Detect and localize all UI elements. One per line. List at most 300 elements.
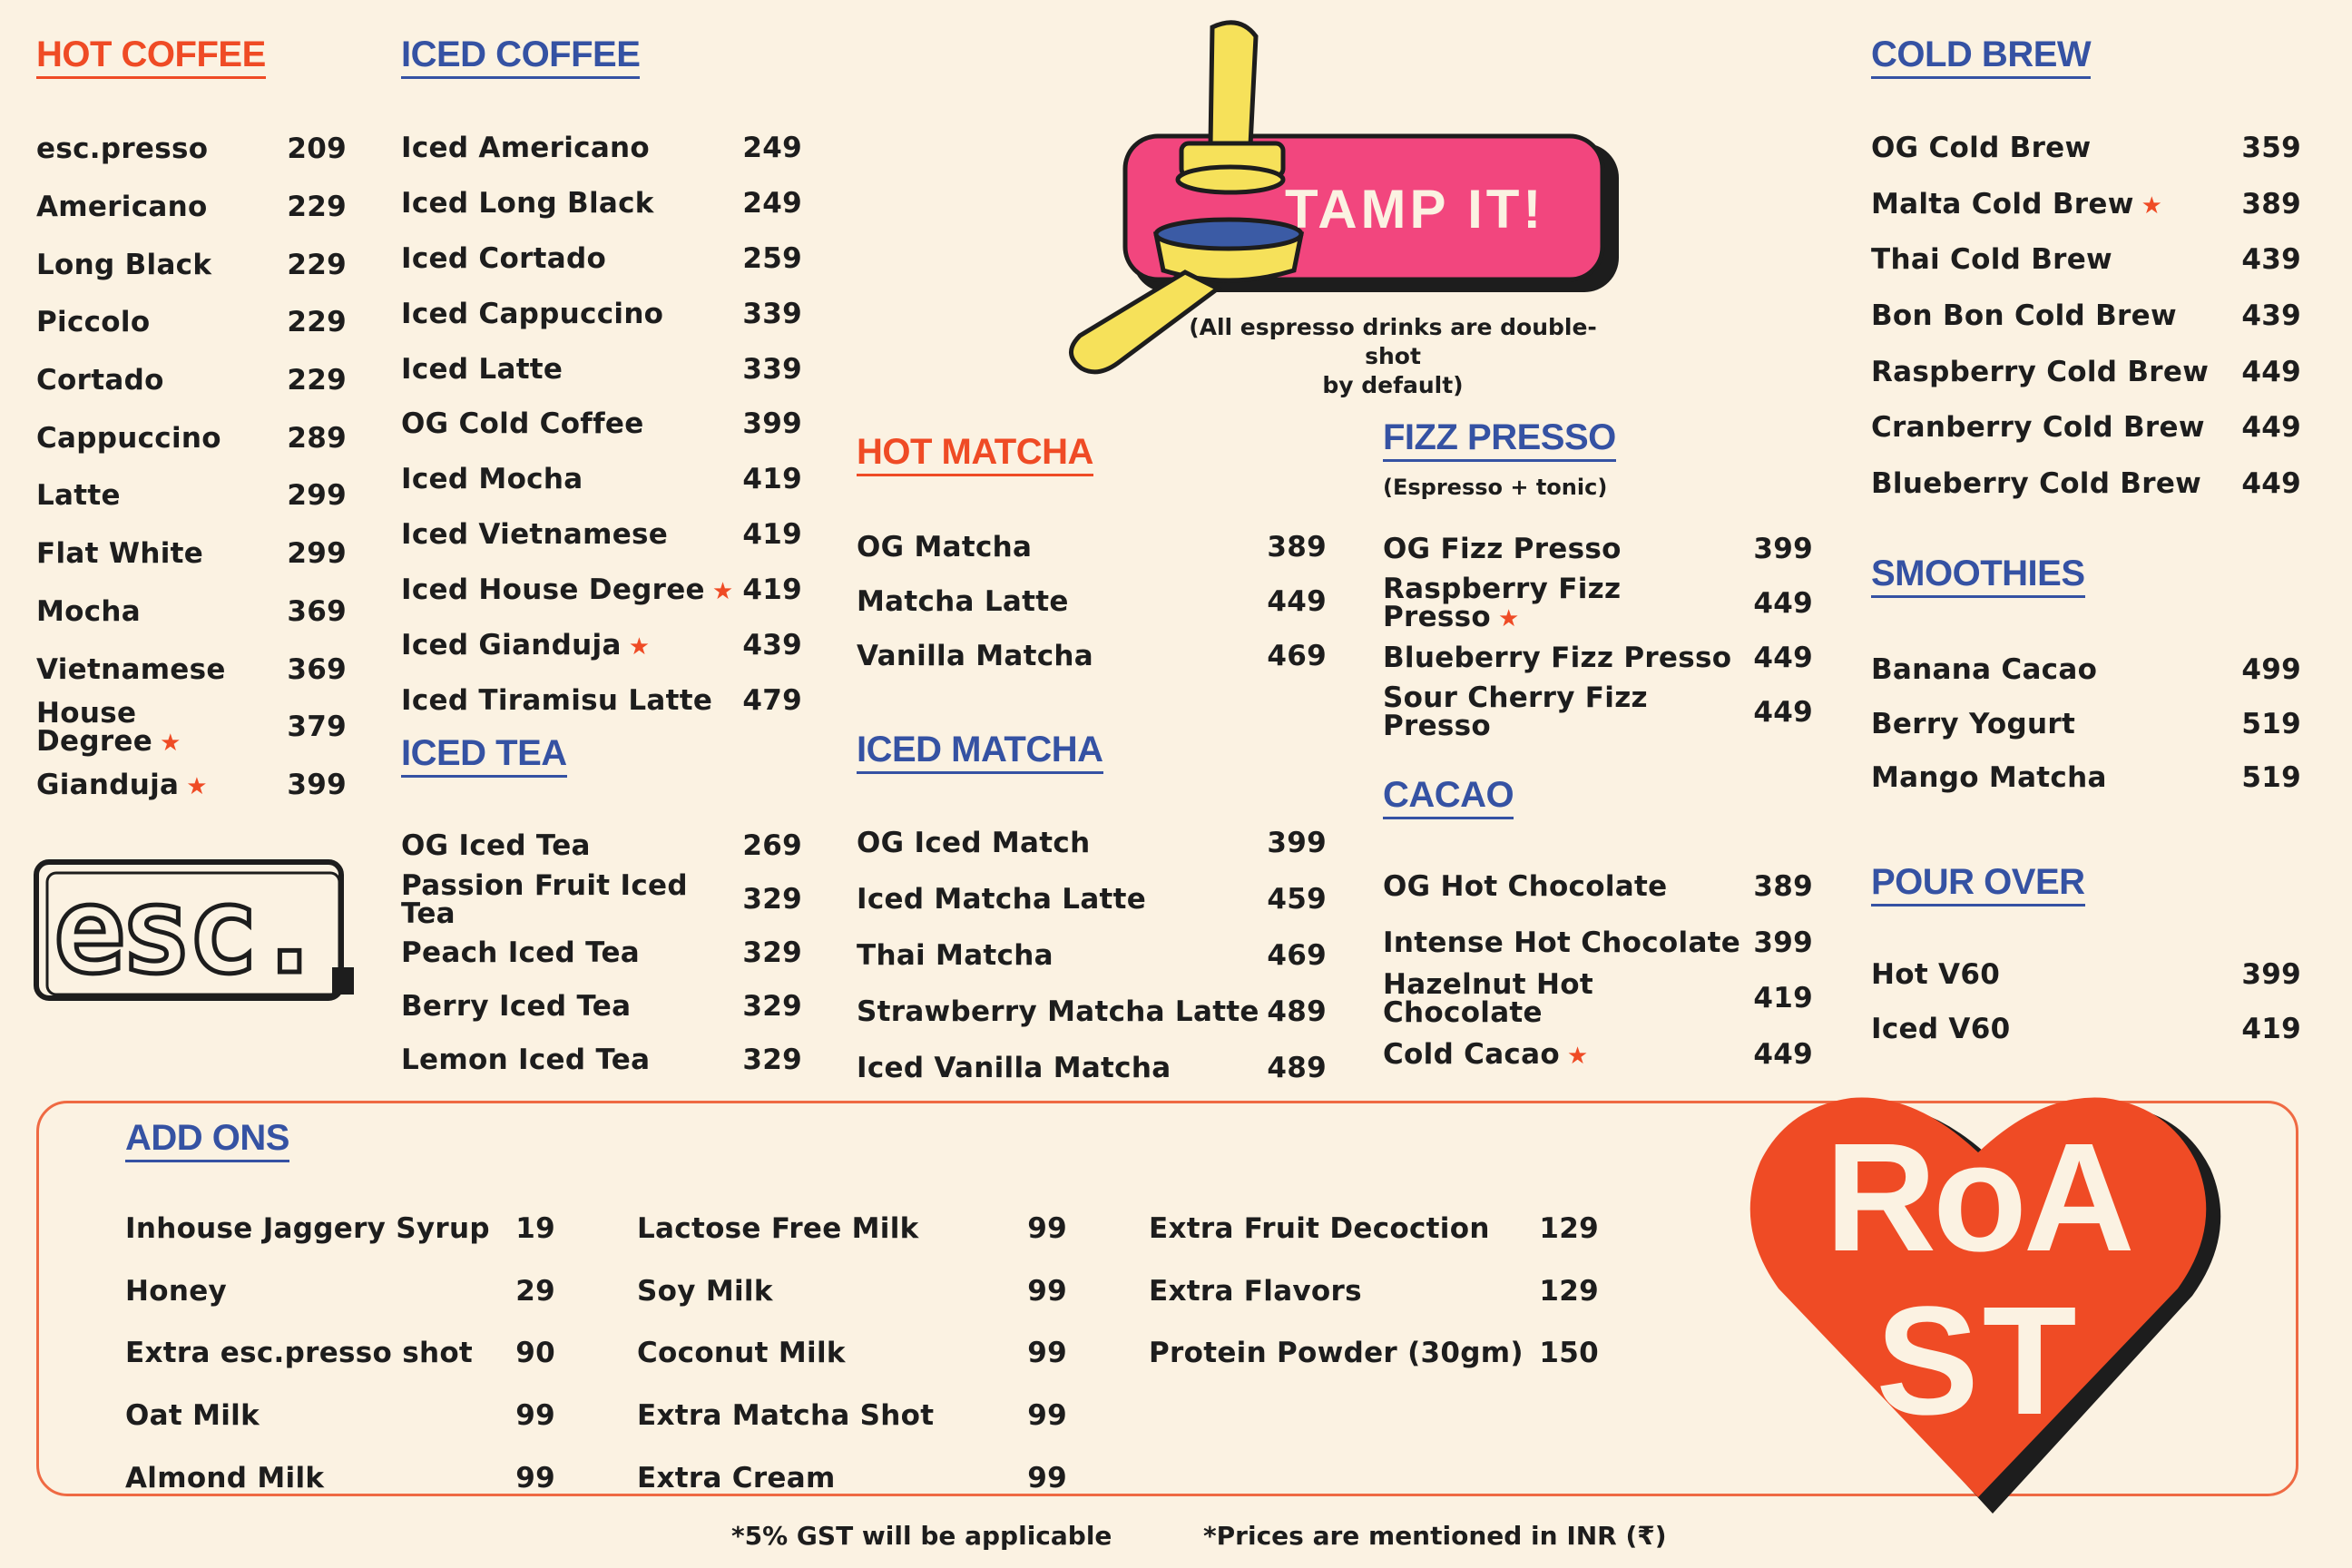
menu-item xyxy=(637,1447,1067,1510)
item-price: 449 xyxy=(2241,466,2301,500)
iced-matcha-list xyxy=(857,816,1327,1096)
item-name-wrap xyxy=(401,936,640,969)
item-name: Gianduja xyxy=(36,768,180,801)
item-name: Iced Mocha xyxy=(401,463,583,496)
item-name: Lemon Iced Tea xyxy=(401,1044,651,1076)
hot-coffee-section xyxy=(36,36,347,814)
item-name: Almond Milk xyxy=(125,1461,325,1494)
item-price: 150 xyxy=(1539,1337,1599,1370)
menu-item xyxy=(36,352,347,410)
cacao-list xyxy=(1383,859,1813,1083)
item-name-wrap xyxy=(857,584,1069,618)
iced-tea-list xyxy=(401,819,802,1087)
tamp-note-line2: by default) xyxy=(1322,372,1464,398)
menu-item xyxy=(857,520,1327,574)
item-price: 289 xyxy=(287,421,347,455)
fizz-presso-subtitle: (Espresso + tonic) xyxy=(1383,475,1608,500)
star-icon: ★ xyxy=(711,578,734,606)
item-price: 389 xyxy=(1753,870,1813,904)
menu-item xyxy=(401,287,802,342)
item-name: Americano xyxy=(36,191,208,224)
menu-item xyxy=(36,696,347,758)
item-price: 449 xyxy=(2241,411,2301,445)
menu-item xyxy=(637,1198,1067,1260)
item-name: Extra Fruit Decoction xyxy=(1149,1211,1490,1245)
item-price: 329 xyxy=(742,936,802,969)
item-name-wrap xyxy=(1871,707,2076,740)
item-price: 519 xyxy=(2241,707,2301,740)
item-name: Cappuccino xyxy=(36,421,221,455)
add-ons-column-2 xyxy=(637,1198,1067,1509)
star-icon: ★ xyxy=(2141,191,2163,220)
item-name: Cranberry Cold Brew xyxy=(1871,411,2205,445)
add-ons-title-wrap xyxy=(125,1120,289,1162)
menu-item xyxy=(1871,344,2301,400)
menu-item xyxy=(401,1034,802,1087)
star-icon: ★ xyxy=(628,632,651,661)
fizz-presso-list xyxy=(1383,522,1813,740)
item-name-wrap xyxy=(1871,1012,2011,1045)
item-name: Mocha xyxy=(36,594,142,628)
item-name: esc.presso xyxy=(36,132,209,166)
item-name: Mango Matcha xyxy=(1871,761,2107,795)
pour-over-list xyxy=(1871,948,2301,1056)
menu-item xyxy=(401,980,802,1034)
item-price: 419 xyxy=(742,518,802,552)
inr-note: *Prices are mentioned in INR (₹) xyxy=(1203,1521,1667,1551)
item-price: 379 xyxy=(287,710,347,744)
menu-item xyxy=(36,294,347,352)
item-price: 519 xyxy=(2241,761,2301,795)
star-icon: ★ xyxy=(1566,1042,1589,1070)
item-price: 459 xyxy=(1267,883,1327,916)
item-price: 469 xyxy=(1267,639,1327,672)
item-name: Coconut Milk xyxy=(637,1337,846,1370)
menu-item xyxy=(36,641,347,699)
hot-coffee-title: HOT COFFEE xyxy=(36,36,266,79)
item-name: Strawberry Matcha Latte xyxy=(857,995,1259,1028)
item-name-wrap xyxy=(401,628,651,662)
item-name-wrap xyxy=(857,829,1090,858)
item-name: Passion Fruit Iced Tea xyxy=(401,868,688,930)
item-name: Iced Latte xyxy=(401,352,564,386)
menu-item xyxy=(1383,916,1813,972)
item-name-wrap xyxy=(1383,575,1753,632)
item-name: Intense Hot Chocolate xyxy=(1383,926,1741,959)
item-name: OG Iced Tea xyxy=(401,829,591,862)
iced-matcha-title: ICED MATCHA xyxy=(857,731,1103,774)
item-name: Extra Cream xyxy=(637,1461,836,1494)
item-price: 229 xyxy=(287,191,347,224)
menu-item xyxy=(857,629,1327,683)
item-name: Cortado xyxy=(36,364,164,397)
item-name-wrap xyxy=(401,241,607,275)
item-price: 19 xyxy=(515,1211,555,1245)
item-price: 329 xyxy=(742,990,802,1023)
item-name-wrap xyxy=(401,868,742,930)
item-name: Vanilla Matcha xyxy=(857,639,1094,672)
item-name-wrap xyxy=(36,696,287,758)
item-name: Malta Cold Brew xyxy=(1871,187,2134,220)
menu-item xyxy=(857,816,1327,872)
item-name-wrap xyxy=(36,248,212,281)
item-name-wrap xyxy=(401,829,591,862)
iced-matcha-section xyxy=(857,731,1327,1096)
menu-item xyxy=(401,397,802,452)
item-price: 99 xyxy=(1027,1337,1067,1370)
item-name: Flat White xyxy=(36,537,204,571)
item-name-wrap xyxy=(637,1461,836,1494)
item-name: Long Black xyxy=(36,248,212,281)
item-name: OG Iced Match xyxy=(857,827,1091,860)
item-name: Iced House Degree xyxy=(401,573,705,607)
iced-tea-section xyxy=(401,735,802,1087)
iced-coffee-title: ICED COFFEE xyxy=(401,36,640,79)
item-name-wrap xyxy=(401,463,583,496)
menu-item xyxy=(36,525,347,583)
item-price: 399 xyxy=(1267,827,1327,860)
item-name-wrap xyxy=(401,990,632,1023)
tamp-note-line1: (All espresso drinks are double-shot xyxy=(1189,314,1597,369)
item-price: 99 xyxy=(1027,1461,1067,1494)
menu-item xyxy=(36,236,347,294)
item-name-wrap xyxy=(1871,466,2202,500)
item-price: 99 xyxy=(1027,1211,1067,1245)
item-price: 369 xyxy=(287,652,347,686)
menu-item xyxy=(1871,643,2301,698)
item-name: House Degree xyxy=(36,696,153,758)
menu-item xyxy=(1383,573,1813,633)
item-name: Oat Milk xyxy=(125,1398,260,1432)
item-price: 90 xyxy=(515,1337,555,1370)
item-name-wrap xyxy=(36,479,121,513)
item-price: 99 xyxy=(1027,1274,1067,1308)
item-name-wrap xyxy=(857,639,1094,672)
menu-item xyxy=(1871,289,2301,345)
smoothies-title: SMOOTHIES xyxy=(1871,555,2085,598)
item-name: Berry Iced Tea xyxy=(401,990,632,1023)
item-name: Lactose Free Milk xyxy=(637,1211,919,1245)
iced-coffee-list xyxy=(401,121,802,729)
menu-item xyxy=(1871,177,2301,233)
item-price: 99 xyxy=(515,1461,555,1494)
menu-item xyxy=(1383,859,1813,916)
item-price: 499 xyxy=(2241,653,2301,687)
item-name-wrap xyxy=(637,1211,919,1245)
item-name-wrap xyxy=(36,364,164,397)
item-price: 449 xyxy=(1267,584,1327,618)
item-price: 299 xyxy=(287,537,347,571)
item-price: 479 xyxy=(742,683,802,717)
menu-item xyxy=(1871,121,2301,177)
item-name: Inhouse Jaggery Syrup xyxy=(125,1211,490,1245)
cacao-title: CACAO xyxy=(1383,777,1514,819)
menu-item xyxy=(1871,751,2301,806)
item-name: Iced Matcha Latte xyxy=(857,883,1147,916)
item-price: 449 xyxy=(1753,586,1813,620)
item-name-wrap xyxy=(1871,958,2001,992)
item-name-wrap xyxy=(36,768,208,801)
item-name-wrap xyxy=(1383,532,1622,565)
roast-logo-line1: RoA xyxy=(1825,1112,2132,1284)
item-name-wrap xyxy=(401,131,651,164)
item-price: 329 xyxy=(742,1044,802,1076)
item-name: OG Cold Brew xyxy=(1871,132,2092,165)
item-name-wrap xyxy=(1871,243,2112,277)
item-price: 229 xyxy=(287,248,347,281)
menu-item xyxy=(36,583,347,642)
item-name: Iced Cappuccino xyxy=(401,297,664,330)
item-name-wrap xyxy=(125,1461,325,1494)
item-name-wrap xyxy=(1149,1211,1490,1245)
item-price: 449 xyxy=(2241,355,2301,388)
item-name: Extra Flavors xyxy=(1149,1274,1362,1308)
item-name: Soy Milk xyxy=(637,1274,773,1308)
menu-item xyxy=(401,176,802,231)
item-name: Berry Yogurt xyxy=(1871,707,2076,740)
item-name: Bon Bon Cold Brew xyxy=(1871,299,2177,333)
menu-item xyxy=(857,984,1327,1040)
hot-matcha-section xyxy=(857,434,1327,683)
item-price: 129 xyxy=(1539,1211,1599,1245)
item-name: Iced Gianduja xyxy=(401,628,622,662)
item-name-wrap xyxy=(401,573,734,607)
item-name-wrap xyxy=(1871,132,2092,165)
item-name-wrap xyxy=(36,132,209,166)
item-name-wrap xyxy=(401,518,669,552)
cacao-section xyxy=(1383,777,1813,1083)
item-name-wrap xyxy=(125,1398,260,1432)
menu-item xyxy=(36,121,347,179)
menu-item xyxy=(401,452,802,507)
item-price: 449 xyxy=(1753,695,1813,729)
menu-item xyxy=(401,868,802,930)
item-name-wrap xyxy=(1383,967,1753,1029)
menu-item xyxy=(36,409,347,467)
menu-item xyxy=(401,673,802,729)
item-price: 29 xyxy=(515,1274,555,1308)
item-name-wrap xyxy=(857,1051,1171,1084)
item-name: Vietnamese xyxy=(36,652,226,686)
roast-logo-line2: ST xyxy=(1876,1275,2081,1447)
item-price: 439 xyxy=(2241,299,2301,333)
hot-coffee-list xyxy=(36,121,347,814)
menu-item xyxy=(401,618,802,673)
menu-item xyxy=(1149,1260,1599,1323)
item-price: 449 xyxy=(1753,1037,1813,1071)
menu-item xyxy=(857,928,1327,985)
item-name: Piccolo xyxy=(36,306,151,339)
menu-item xyxy=(1871,232,2301,289)
item-price: 489 xyxy=(1267,1051,1327,1084)
item-price: 99 xyxy=(1027,1398,1067,1432)
item-price: 489 xyxy=(1267,995,1327,1028)
item-price: 249 xyxy=(742,186,802,220)
item-name-wrap xyxy=(1871,299,2177,333)
item-name-wrap xyxy=(36,191,208,224)
item-price: 339 xyxy=(742,297,802,330)
item-price: 249 xyxy=(742,131,802,164)
item-name-wrap xyxy=(36,421,221,455)
item-price: 299 xyxy=(287,479,347,513)
item-price: 439 xyxy=(2241,243,2301,277)
menu-item xyxy=(401,507,802,563)
item-name-wrap xyxy=(125,1211,490,1245)
item-name-wrap xyxy=(1871,411,2205,445)
menu-item xyxy=(401,231,802,287)
item-name: Latte xyxy=(36,479,121,513)
menu-item xyxy=(857,1040,1327,1096)
fizz-presso-title: FIZZ PRESSO xyxy=(1383,419,1616,462)
menu-item xyxy=(1871,698,2301,752)
menu-item xyxy=(637,1260,1067,1323)
item-price: 359 xyxy=(2241,132,2301,165)
menu-item xyxy=(637,1322,1067,1385)
item-price: 129 xyxy=(1539,1274,1599,1308)
item-name: Iced V60 xyxy=(1871,1012,2011,1045)
item-price: 209 xyxy=(287,132,347,166)
item-name-wrap xyxy=(36,537,204,571)
item-price: 389 xyxy=(2241,187,2301,220)
iced-coffee-section xyxy=(401,36,802,729)
item-name: Iced Americano xyxy=(401,131,651,164)
item-name-wrap xyxy=(1383,870,1668,904)
item-price: 439 xyxy=(742,628,802,662)
menu-item xyxy=(36,467,347,525)
menu-item xyxy=(1383,522,1813,576)
menu-item xyxy=(857,574,1327,629)
menu-item xyxy=(1383,631,1813,685)
item-name: Extra esc.presso shot xyxy=(125,1337,474,1370)
item-name: OG Matcha xyxy=(857,530,1033,564)
item-name: Iced Cortado xyxy=(401,241,607,275)
item-name-wrap xyxy=(857,530,1033,564)
tamp-note xyxy=(1161,313,1624,400)
menu-item xyxy=(401,121,802,176)
item-name-wrap xyxy=(1149,1337,1524,1370)
menu-item xyxy=(1383,967,1813,1029)
menu-item xyxy=(401,926,802,980)
gst-note: *5% GST will be applicable xyxy=(731,1521,1112,1551)
fizz-presso-section xyxy=(1383,419,1813,740)
item-name-wrap xyxy=(1383,681,1753,742)
item-price: 419 xyxy=(2241,1012,2301,1045)
hot-matcha-list xyxy=(857,520,1327,683)
item-name-wrap xyxy=(401,186,654,220)
item-name-wrap xyxy=(36,306,151,339)
smoothies-list xyxy=(1871,643,2301,806)
menu-item xyxy=(637,1385,1067,1447)
item-price: 269 xyxy=(742,829,802,862)
item-name-wrap xyxy=(36,652,226,686)
item-name-wrap xyxy=(401,297,664,330)
add-ons-column-3 xyxy=(1149,1198,1599,1385)
item-price: 399 xyxy=(287,768,347,801)
item-price: 469 xyxy=(1267,938,1327,972)
roast-heart-logo xyxy=(1724,1071,2232,1515)
item-name: Blueberry Fizz Presso xyxy=(1383,641,1732,674)
menu-item xyxy=(125,1198,555,1260)
menu-item xyxy=(125,1447,555,1510)
item-name: Iced Vanilla Matcha xyxy=(857,1051,1171,1084)
item-name-wrap xyxy=(1871,653,2098,687)
menu-item xyxy=(401,342,802,397)
item-name-wrap xyxy=(401,407,644,441)
item-name: Hazelnut Hot Chocolate xyxy=(1383,967,1593,1029)
item-name-wrap xyxy=(1871,187,2163,220)
item-price: 419 xyxy=(742,463,802,496)
item-name-wrap xyxy=(1383,641,1732,674)
menu-item xyxy=(36,179,347,237)
item-price: 419 xyxy=(742,573,802,607)
item-name: Matcha Latte xyxy=(857,584,1069,618)
cold-brew-section xyxy=(1871,36,2301,512)
hot-matcha-title: HOT MATCHA xyxy=(857,434,1093,476)
item-name-wrap xyxy=(857,883,1147,916)
tamp-it-label: TAMP IT! xyxy=(1285,179,1545,240)
cold-brew-list xyxy=(1871,121,2301,512)
item-name: OG Hot Chocolate xyxy=(1383,870,1668,904)
item-name: Peach Iced Tea xyxy=(401,936,640,969)
item-name: Sour Cherry Fizz Presso xyxy=(1383,681,1648,742)
iced-tea-title: ICED TEA xyxy=(401,735,567,778)
item-price: 449 xyxy=(1753,641,1813,674)
menu-item xyxy=(1871,400,2301,456)
item-name-wrap xyxy=(1383,1037,1589,1071)
item-name: Thai Cold Brew xyxy=(1871,243,2112,277)
item-name-wrap xyxy=(125,1337,474,1370)
menu-item xyxy=(857,872,1327,928)
item-price: 99 xyxy=(515,1398,555,1432)
menu-item xyxy=(125,1385,555,1447)
item-price: 399 xyxy=(1753,532,1813,565)
item-price: 329 xyxy=(742,883,802,916)
item-price: 369 xyxy=(287,594,347,628)
esc-logo xyxy=(33,858,359,1005)
item-name: Iced Long Black xyxy=(401,186,654,220)
item-name: Raspberry Fizz Presso xyxy=(1383,573,1622,633)
menu-item xyxy=(125,1322,555,1385)
menu-item xyxy=(36,757,347,815)
star-icon: ★ xyxy=(186,772,208,800)
item-name: Honey xyxy=(125,1274,228,1308)
item-name-wrap xyxy=(637,1337,846,1370)
menu-item xyxy=(401,819,802,873)
item-name: OG Cold Coffee xyxy=(401,407,644,441)
item-name-wrap xyxy=(1871,355,2210,388)
item-name: Iced Vietnamese xyxy=(401,518,669,552)
menu-item xyxy=(1149,1322,1599,1385)
item-name: Protein Powder (30gm) xyxy=(1149,1337,1524,1370)
menu-item xyxy=(1871,948,2301,1003)
menu-item xyxy=(1871,1003,2301,1057)
item-name: Blueberry Cold Brew xyxy=(1871,466,2202,500)
cold-brew-title: COLD BREW xyxy=(1871,36,2091,79)
smoothies-section xyxy=(1871,555,2301,806)
item-price: 339 xyxy=(742,352,802,386)
menu-item xyxy=(125,1260,555,1323)
menu-item xyxy=(1383,681,1813,742)
item-name-wrap xyxy=(36,594,142,628)
item-name: Extra Matcha Shot xyxy=(637,1398,935,1432)
item-price: 259 xyxy=(742,241,802,275)
item-name-wrap xyxy=(125,1274,228,1308)
esc-logo-text: esc. xyxy=(54,861,320,1001)
add-ons-title: ADD ONS xyxy=(125,1120,289,1162)
add-ons-column-1 xyxy=(125,1198,555,1509)
menu-item xyxy=(401,563,802,618)
item-name: Hot V60 xyxy=(1871,958,2001,992)
